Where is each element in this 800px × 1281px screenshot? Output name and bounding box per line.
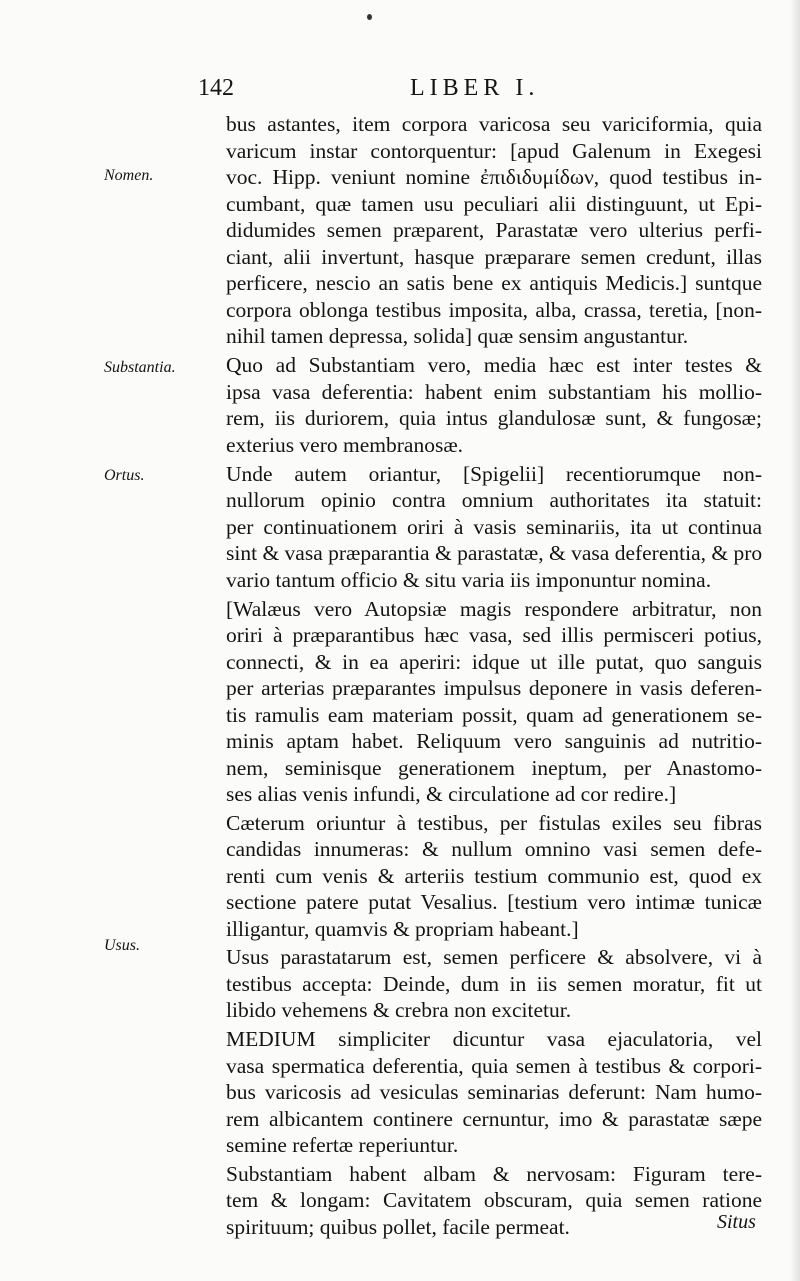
text-line: ses alias venis infundi, & circulatione ad cor redire.] [226, 782, 677, 806]
ink-speck [367, 14, 372, 20]
text-line: cumbant, quæ tamen usu peculiari alii distinguunt, ut Epi- [226, 192, 762, 216]
page-edge-shadow [790, 0, 800, 1281]
text-line: Usus parastatarum est, semen perficere & absolvere, vi à [226, 945, 762, 969]
text-line: nem, seminisque generationem ineptum, per Anastomo- [226, 756, 762, 780]
text-line: semine refertæ reperiuntur. [226, 1133, 459, 1157]
text-line: Cæterum oriuntur à testibus, per fistulas exiles seu fibras [226, 811, 762, 835]
text-line: spirituum; quibus pollet, facile permeat. [226, 1215, 570, 1239]
text-line: Unde autem oriantur, [Spigelii] recentiorumque non- [226, 462, 762, 486]
text-line: Substantiam habent albam & nervosam: Figuram tere- [226, 1162, 762, 1186]
text-line: didumides semen præparent, Parastatæ vero ulterius perfi- [226, 218, 762, 242]
text-line: varicum instar contorquentur: [apud Galenum in Exegesi [226, 139, 762, 163]
running-head: LIBER I. [410, 75, 540, 101]
text-line: sint & vasa præparantia & parastatæ, & vasa deferentia, & pro [226, 541, 762, 565]
text-line: [Walæus vero Autopsiæ magis respondere arbitratur, non [226, 597, 762, 621]
page-number: 142 [198, 75, 234, 101]
text-line: vario tantum officio & situ varia iis imponuntur nomina. [226, 568, 712, 592]
margin-note-nomen: Nomen. [104, 167, 154, 184]
margin-note-usus: Usus. [104, 937, 141, 954]
text-line: nullorum opinio contra omnium authoritates ita statuit: [226, 488, 762, 512]
text-line: bus varicosis ad vesiculas seminarias deferunt: Nam humo- [226, 1080, 762, 1104]
text-line: bus astantes, item corpora varicosa seu variciformia, quia [226, 112, 762, 136]
text-line: tis ramulis eam materiam possit, quam ad generationem se- [226, 703, 762, 727]
text-line: ipsa vasa deferentia: habent enim substantiam his mollio- [226, 380, 762, 404]
text-line: illigantur, quamvis & propriam habeant.] [226, 917, 579, 941]
text-line: exterius vero membranosæ. [226, 433, 464, 457]
text-line: renti cum venis & arteriis testium communio est, quod ex [226, 864, 762, 888]
text-line: corpora oblonga testibus imposita, alba, crassa, teretia, [non- [226, 298, 762, 322]
catchword: Situs [717, 1211, 756, 1233]
text-line: ciant, alii invertunt, hasque præparare semen credunt, illas [226, 245, 762, 269]
text-line: sectione patere putat Vesalius. [testium vero intimæ tunicæ [226, 890, 762, 914]
text-line: tem & longam: Cavitatem obscuram, quia semen ratione [226, 1188, 762, 1212]
text-line: minis aptam habet. Reliquum vero sanguinis ad nutritio- [226, 729, 762, 753]
text-line: oriri à præparantibus hæc vasa, sed illis permisceri potius, [226, 623, 762, 647]
text-line: connecti, & in ea aperiri: idque ut ille putat, quo sanguis [226, 650, 762, 674]
text-line: per arterias præparantes impulsus deponere in vasis deferen- [226, 676, 762, 700]
text-line: candidas innumeras: & nullum omnino vasi semen defe- [226, 837, 762, 861]
text-line: libido vehemens & crebra non excitetur. [226, 998, 572, 1022]
text-line: rem, iis duriorem, quia intus glandulosæ sunt, & fungosæ; [226, 406, 762, 430]
text-line: vasa spermatica deferentia, quia semen à testibus & corpori- [226, 1054, 762, 1078]
text-line: per continuationem oriri à vasis seminariis, ita ut continua [226, 515, 762, 539]
margin-note-ortus: Ortus. [104, 467, 145, 484]
text-line: Quo ad Substantiam vero, media hæc est inter testes & [226, 353, 762, 377]
text-line: voc. Hipp. veniunt nomine ἐπιδιδυμίδων, quod testibus in- [226, 165, 762, 189]
margin-note-substantia: Substantia. [104, 359, 176, 376]
text-line: testibus accepta: Deinde, dum in iis semen moratur, fit ut [226, 972, 762, 996]
text-line: rem albicantem continere cernuntur, imo & parastatæ sæpe [226, 1107, 762, 1131]
text-line: nihil tamen depressa, solida] quæ sensim angustantur. [226, 324, 689, 348]
text-line: perficere, nescio an satis bene ex antiquis Medicis.] suntque [226, 271, 762, 295]
text-line: MEDIUM simpliciter dicuntur vasa ejaculatoria, vel [226, 1027, 762, 1051]
